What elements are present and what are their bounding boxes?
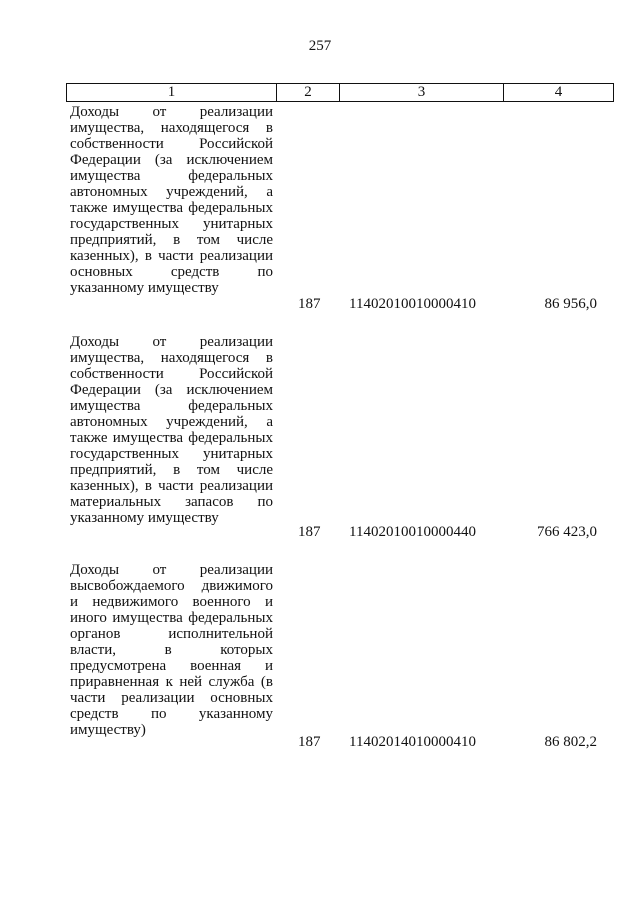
row-2-line: автономных учреждений, а xyxy=(70,414,273,430)
page-number: 257 xyxy=(308,38,332,54)
row-3-line: власти, в которых xyxy=(70,642,273,658)
row-3-line: предусмотрена военная и xyxy=(70,658,273,674)
row-1-line: имущества, находящегося в xyxy=(70,120,273,136)
row-1-line: основных средств по xyxy=(70,264,273,280)
row-3-line: приравненная к ней служба (в xyxy=(70,674,273,690)
row-1-kbk: 11402010010000410 xyxy=(349,296,476,312)
row-1-line: Доходы от реализации xyxy=(70,104,273,120)
row-3-kbk: 11402014010000410 xyxy=(349,734,476,750)
row-2-line: материальных запасов по xyxy=(70,494,273,510)
row-3-line: высвобождаемого движимого xyxy=(70,578,273,594)
row-1-line: Федерации (за исключением xyxy=(70,152,273,168)
row-1-admin-code: 187 xyxy=(298,296,321,312)
row-1-line: имущества федеральных xyxy=(70,168,273,184)
row-3-amount: 86 802,2 xyxy=(544,734,597,750)
row-2-description xyxy=(70,334,273,526)
row-2-line: государственных унитарных xyxy=(70,446,273,462)
row-1-amount: 86 956,0 xyxy=(544,296,597,312)
row-1-line: также имущества федеральных xyxy=(70,200,273,216)
row-2-line: собственности Российской xyxy=(70,366,273,382)
row-2-line: указанному имуществу xyxy=(70,510,219,526)
row-2-line: Доходы от реализации xyxy=(70,334,273,350)
row-2-line: также имущества федеральных xyxy=(70,430,273,446)
row-2-line: предприятий, в том числе xyxy=(70,462,273,478)
row-3-description xyxy=(70,562,273,738)
row-2-kbk: 11402010010000440 xyxy=(349,524,476,540)
row-2-line: имущества, находящегося в xyxy=(70,350,273,366)
row-1-description xyxy=(70,104,273,296)
row-3-line: средств по указанному xyxy=(70,706,273,722)
header-col-2: 2 xyxy=(277,84,340,101)
row-2-line: казенных), в части реализации xyxy=(70,478,273,494)
row-1-line: государственных унитарных xyxy=(70,216,273,232)
row-2-amount: 766 423,0 xyxy=(537,524,597,540)
row-2-line: имущества федеральных xyxy=(70,398,273,414)
row-1-line: указанному имуществу xyxy=(70,280,219,296)
row-3-line: и недвижимого военного и xyxy=(70,594,273,610)
row-2-line: Федерации (за исключением xyxy=(70,382,273,398)
row-1-line: казенных), в части реализации xyxy=(70,248,273,264)
row-3-line: иного имущества федеральных xyxy=(70,610,273,626)
row-1-line: собственности Российской xyxy=(70,136,273,152)
row-2-admin-code: 187 xyxy=(298,524,321,540)
row-3-admin-code: 187 xyxy=(298,734,321,750)
row-3-line: органов исполнительной xyxy=(70,626,273,642)
header-col-4: 4 xyxy=(554,84,563,100)
row-3-line: имуществу) xyxy=(70,722,146,738)
row-1-line: предприятий, в том числе xyxy=(70,232,273,248)
table-header xyxy=(66,83,614,102)
row-1-line: автономных учреждений, а xyxy=(70,184,273,200)
header-col-1: 1 xyxy=(67,84,277,101)
header-col-3: 3 xyxy=(340,84,504,101)
row-3-line: Доходы от реализации xyxy=(70,562,273,578)
row-3-line: части реализации основных xyxy=(70,690,273,706)
